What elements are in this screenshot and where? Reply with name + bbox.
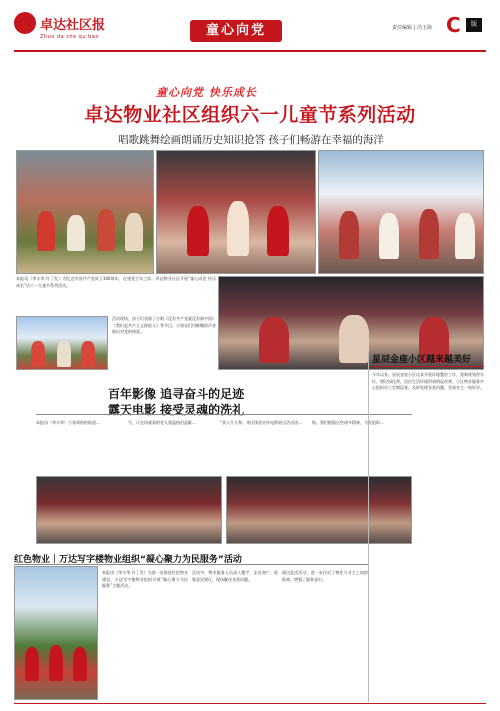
side-story-text: 今年以来，星辰金座小区认真开展环境整治工作，重新规划停车位，增设绿化带，居民生活环境得到明显改善。小区物业服务中心组织员工定期巡查，及时处理各类问题，受到业主一致好评。: [372, 372, 484, 391]
edition-label: 版: [466, 18, 482, 32]
page-header: [0, 0, 500, 70]
story2-headline-line1: 百年影像 追寻奋斗的足迹: [108, 387, 245, 401]
side-story-headline: 星辰金座小区越来越美好: [372, 355, 472, 365]
story2-text-col3: ”获入片儿和，来民体验宣传电影展出活动团…: [220, 420, 303, 425]
lead-subhead: 唱歌跳舞绘画朗诵历史知识抢答 孩子们畅游在幸福的海洋: [118, 134, 384, 146]
story2-text-col1: 本报讯（李丰华）小张周围的街道…: [36, 420, 100, 425]
header-divider: [14, 50, 486, 52]
side-story-divider: [372, 366, 484, 367]
story3-text-col3: 通过此次活动，进一步拉近了物业与业主之间的距离，增强了服务意识。: [282, 570, 368, 582]
footer-divider: [14, 703, 486, 704]
story2-text-col2: 号，让在场观看的老人重温热泪盈眶…: [128, 420, 196, 425]
seal-logo-icon: [14, 12, 36, 34]
story3-text-col1: 本报讯（李丰华 许丁发）为进一步推进红色物业建设，万达写字楼物业组织开展“凝心聚力为民服务”主题活动。: [102, 570, 188, 589]
lead-headline: 卓达物业社区组织六一儿童节系列活动: [84, 104, 416, 126]
edition-letter: C: [446, 13, 461, 37]
masthead: [14, 12, 124, 52]
lead-article-text-continued: 活动现场，孩子们表演了合唱《没有共产党就没有新中国》《我们是共产主义接班人》等节目，小朋友们用稚嫩的声音唱出对党的热爱。: [112, 316, 216, 335]
photo-outdoor-kids: [16, 316, 108, 370]
editor-credit: 责任编辑 | 冯玉海: [392, 25, 432, 31]
story2-headline-line2: 露天电影 接受灵魂的洗礼: [108, 403, 245, 417]
story3-text-col2: 活动中，物业服务人员深入楼宇，走访商户，收集意见建议，现场解决各类问题。: [192, 570, 278, 582]
story3-divider: [14, 564, 368, 565]
photo-group-dance: [318, 150, 484, 274]
newspaper-title: 卓达社区报: [40, 18, 106, 33]
photo-volunteers-group: [14, 566, 98, 700]
photo-movie-audience-left: [36, 476, 222, 544]
story3-headline: 红色物业｜万达写字楼物业组织“凝心聚力为民服务”活动: [14, 555, 242, 565]
lead-slogan: 童心向党 快乐成长: [156, 86, 257, 99]
photo-children-parade: [16, 150, 154, 274]
story2-divider: [36, 414, 412, 415]
newspaper-pinyin: Zhuo da she qu bao: [40, 34, 99, 40]
column-separator: [368, 352, 369, 702]
photo-stage-performance: [156, 150, 316, 274]
lead-article-text: 本报讯（李丰华 许丁发）为纪念中国共产党成立100周年，在建党百年之际，卓达物业社区开展“童心向党 快乐成长”庆六一儿童节系列活动。: [16, 276, 216, 288]
story2-text-col4: 级。我们根据这些诸多精神，为发组织…: [312, 420, 384, 425]
column-banner: 童心向党: [190, 20, 282, 42]
